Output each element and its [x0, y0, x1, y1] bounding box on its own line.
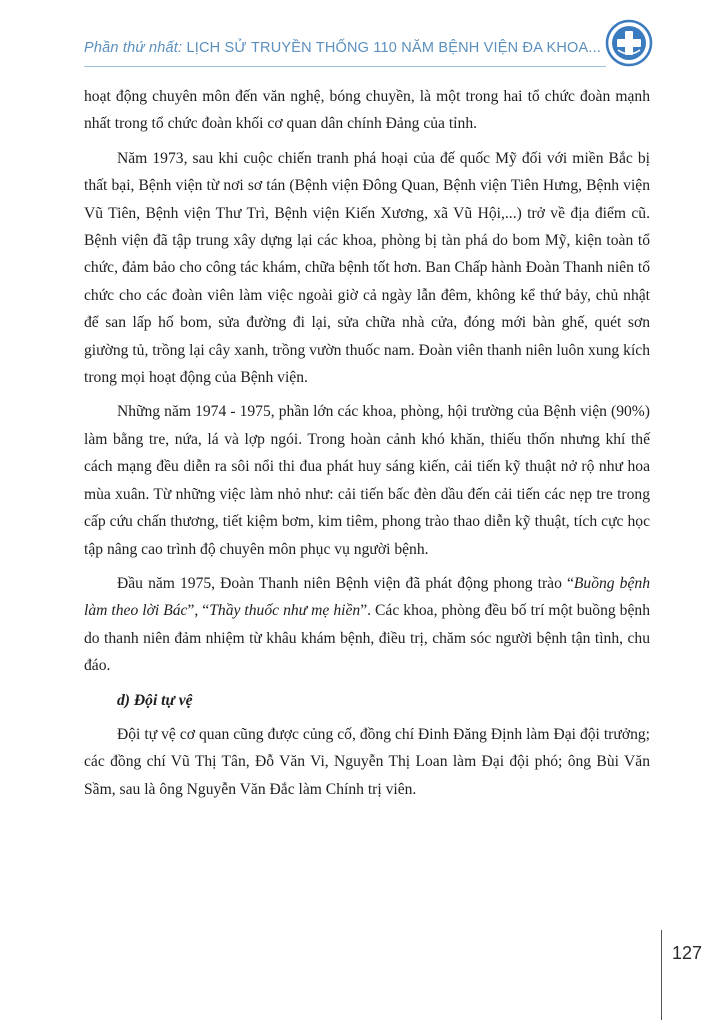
paragraph: hoạt động chuyên môn đến văn nghệ, bóng chuyền, là một trong hai tổ chức đoàn mạnh nhất trong tổ chức đoàn khối cơ quan dân chính Đảng của tỉnh.	[84, 88, 650, 133]
text-run: ”. Các khoa, phòng đều bố trí một buồng bệnh do thanh niên đảm nhiệm từ khâu khám bệnh, điều trị, chăm sóc người bệnh tận tình, chu đáo.	[84, 602, 650, 675]
quoted-campaign-2: Thầy thuốc như mẹ hiền	[209, 602, 361, 620]
paragraph	[84, 570, 650, 680]
page-number-divider	[661, 930, 662, 1020]
header-divider	[84, 66, 606, 67]
paragraph: Những năm 1974 - 1975, phần lớn các khoa, phòng, hội trường của Bệnh viện (90%) làm bằng tre, nứa, lá và lợp ngói. Trong hoàn cảnh khó khăn, thiếu thốn nhưng khí thế cách mạng đều diễn ra sôi nổi thi đua phát huy sáng kiến, cải tiến kỹ thuật nở rộ như hoa mùa xuân. Từ những việc làm nhỏ như: cải tiến bấc đèn dầu đến cải tiến các nẹp tre trong cấp cứu chấn thương, tiết kiệm bơm, kim tiêm, phong trào thao diễn kỹ thuật, tích cực học tập nâng cao trình độ chuyên môn phục vụ người bệnh.	[84, 403, 650, 558]
page-body	[84, 83, 650, 810]
running-header	[84, 40, 604, 64]
quoted-campaign-1: Buồng bệnh làm theo lời Bác	[84, 574, 650, 620]
paragraph: Năm 1973, sau khi cuộc chiến tranh phá hoại của đế quốc Mỹ đối với miền Bắc bị thất bại, Bệnh viện từ nơi sơ tán (Bệnh viện Đông Quan, Bệnh viện Tiên Hưng, Bệnh viện Vũ Tiên, Bệnh viện Thư Trì, Bệnh viện Kiến Xương, xã Vũ Hội,...) trở về địa điểm cũ. Bệnh viện đã tập trung xây dựng lại các khoa, phòng bị tàn phá do bom Mỹ, kiện toàn tổ chức, đảm bảo cho công tác khám, chữa bệnh tốt hơn. Ban Chấp hành Đoàn Thanh niên tổ chức cho các đoàn viên làm việc ngoài giờ cả ngày lẫn đêm, không kể thứ bảy, chủ nhật để san lấp hố bom, sửa đường đi lại, sửa chữa nhà cửa, đóng mới bàn ghế, quét sơn giường tủ, trồng lại cây xanh, trồng vườn thuốc nam. Đoàn viên thanh niên luôn xung kích trong mọi hoạt động của Bệnh viện.	[84, 149, 650, 387]
paragraph: Đội tự vệ cơ quan cũng được củng cố, đồng chí Đinh Đăng Định làm Đại đội trưởng; các đồng chí Vũ Thị Tân, Đỗ Văn Vi, Nguyễn Thị Loan làm Đại đội phó; ông Bùi Văn Sầm, sau là ông Nguyễn Văn Đắc làm Chính trị viên.	[84, 725, 650, 798]
header-title: LỊCH SỬ TRUYỀN THỐNG 110 NĂM BỆNH VIỆN ĐA KHOA...	[182, 40, 602, 56]
hospital-cross-logo-icon	[604, 18, 654, 68]
page-number: 127	[672, 943, 703, 963]
text-run: ”, “	[187, 602, 210, 620]
header-part-label: Phần thứ nhất:	[84, 40, 183, 56]
section-heading: d) Đội tự vệ	[117, 691, 193, 709]
text-run: Đầu năm 1975, Đoàn Thanh niên Bệnh viện đã phát động phong trào “	[117, 574, 574, 592]
